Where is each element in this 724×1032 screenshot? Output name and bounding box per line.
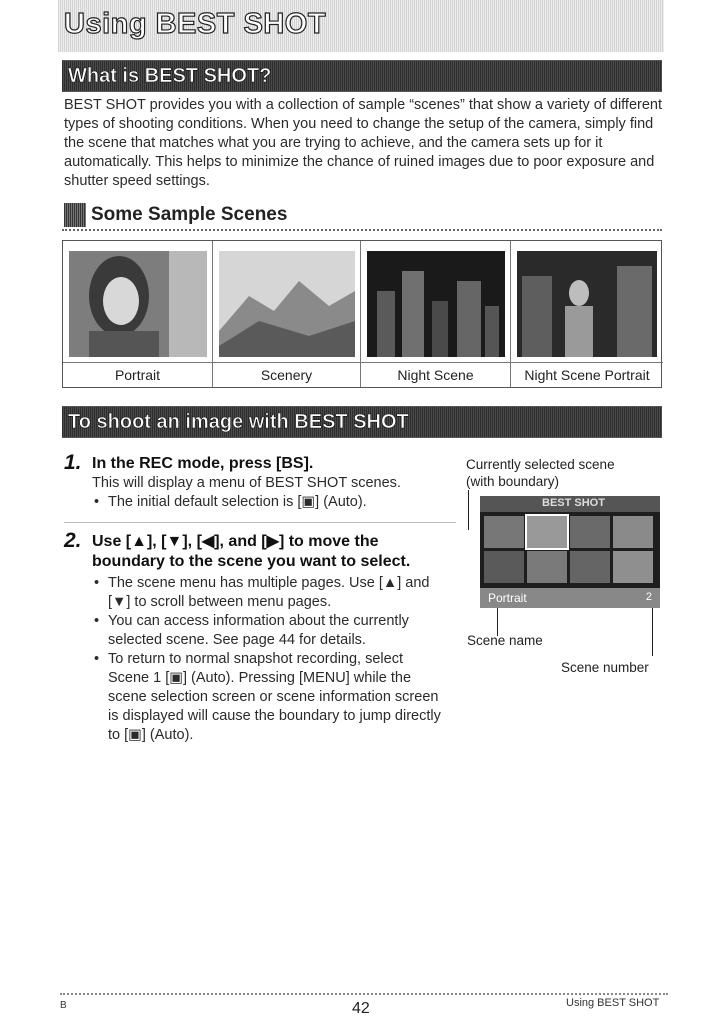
scene-thumbnail[interactable] (570, 551, 610, 583)
figure-label-selected: Currently selected scene (466, 457, 615, 472)
scene-label: Night Scene Portrait (524, 367, 650, 383)
step-title-cont: boundary to the scene you want to select. (92, 553, 411, 570)
leader-line (468, 490, 469, 530)
night-scene-image (367, 251, 505, 357)
section-heading: What is BEST SHOT? (68, 65, 272, 87)
page-number: 42 (352, 1000, 370, 1017)
scene-cell (213, 241, 361, 387)
step-text: This will display a menu of BEST SHOT scenes. (92, 475, 401, 491)
scene-thumbnail-grid (484, 516, 656, 584)
bullet-item: • The scene menu has multiple pages. Use [▲] and [▼] to scroll between menu pages. (92, 574, 446, 612)
step-title: Use [▲], [▼], [◀], and [▶] to move the (92, 533, 379, 550)
footer-right: Using BEST SHOT (566, 997, 660, 1009)
scene-label: Scenery (260, 367, 313, 383)
scene-thumbnail[interactable] (613, 551, 653, 583)
subheading-rule (62, 229, 662, 231)
scene-thumbnail[interactable] (484, 516, 524, 548)
scene-cell (511, 241, 663, 387)
intro-paragraph: BEST SHOT provides you with a collection of sample “scenes” that show a variety of different types of shooting conditions. When you need to change the setup of the camera, simply find the scene that matches what you are trying to achieve, and the camera sets up for it automatically. This helps to minimize the chance of ruined images due to poor exposure and shutter speed settings. (64, 97, 663, 189)
footer-left: B (60, 1000, 67, 1011)
bullet-item: • You can access information about the currently selected scene. See page 44 for details. (92, 612, 446, 650)
scene-info-bar (480, 588, 660, 608)
scene-label: Portrait (114, 367, 161, 383)
figure-label-scene-number: Scene number (561, 660, 649, 675)
figure-label-scene-name: Scene name (467, 633, 543, 648)
scene-cell (361, 241, 511, 387)
scene-thumbnail-selected[interactable] (527, 516, 567, 548)
scene-label: Night Scene (397, 367, 474, 383)
screen-scene-number: 2 (645, 591, 652, 603)
screen-title-bar (480, 496, 660, 512)
screen-title: BEST SHOT (542, 497, 605, 509)
subheading: Some Sample Scenes (91, 204, 288, 225)
step1-bullets (92, 493, 452, 512)
screen-scene-name: Portrait (488, 591, 527, 605)
sample-scenes-table (62, 240, 662, 388)
scene-divider (511, 362, 663, 363)
leader-line (652, 608, 653, 656)
step-title: In the REC mode, press [BS]. (92, 455, 314, 472)
scene-thumbnail[interactable] (613, 516, 653, 548)
section-heading: To shoot an image with BEST SHOT (68, 411, 409, 433)
figure-label-boundary: (with boundary) (466, 474, 560, 489)
camera-screen (480, 496, 660, 608)
bullet-item: • The initial default selection is [▣] (Auto). (92, 493, 452, 512)
subheading-marker (64, 203, 86, 227)
page-title: Using BEST SHOT (64, 8, 327, 40)
section-heading-bar (62, 406, 662, 438)
step2-bullets (92, 574, 446, 745)
portrait-image (69, 251, 207, 357)
scene-divider (213, 362, 360, 363)
scene-divider (361, 362, 510, 363)
step-number: 2. (64, 529, 82, 552)
night-portrait-image (517, 251, 657, 357)
step-divider (64, 522, 456, 523)
section-heading-bar (62, 60, 662, 92)
footer-rule (60, 993, 668, 995)
scene-cell (63, 241, 213, 387)
scene-thumbnail[interactable] (570, 516, 610, 548)
scene-thumbnail[interactable] (527, 551, 567, 583)
bullet-item: • To return to normal snapshot recording, select Scene 1 [▣] (Auto). Pressing [MENU] while the scene selection screen or scene information screen is displayed will cause the boundary to jump directly to [▣] (Auto). (92, 650, 446, 745)
scene-thumbnail[interactable] (484, 551, 524, 583)
scene-divider (63, 362, 212, 363)
scenery-image (219, 251, 355, 357)
step-number: 1. (64, 451, 82, 474)
